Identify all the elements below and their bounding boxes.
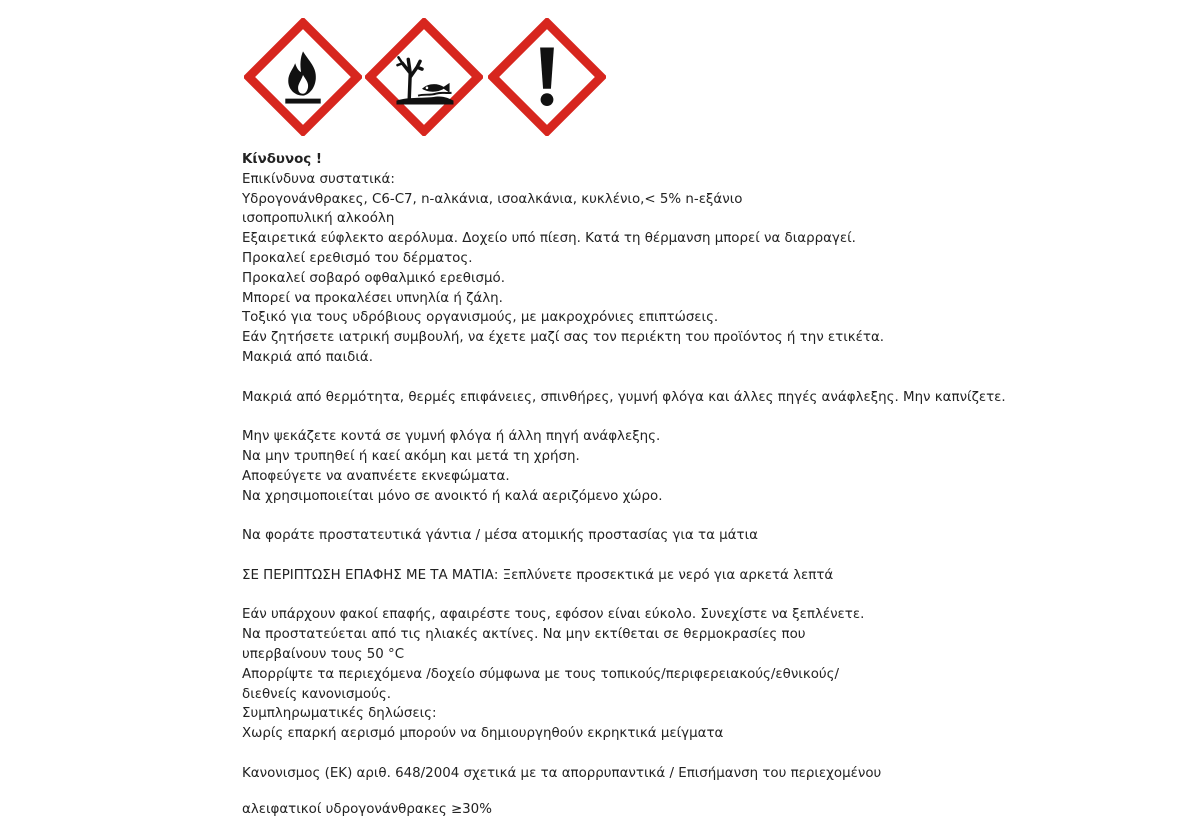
composition-line: αλειφατικοί υδρογονάνθρακες ≥30%: [242, 801, 492, 817]
hazard-statement: Προκαλεί σοβαρό οφθαλμικό ερεθισμό.: [242, 270, 505, 286]
hazard-statement: Προκαλεί ερεθισμό του δέρματος.: [242, 250, 473, 266]
ingredient-line: Υδρογονάνθρακες, C6-C7, n-αλκάνια, ισοαλκάνια, κυκλένιο,< 5% n-εξάνιο: [242, 191, 743, 207]
precaution-heat: Μακριά από θερμότητα, θερμές επιφάνειες, σπινθήρες, γυμνή φλόγα και άλλες πηγές ανάφλεξης. Μην καπνίζετε.: [242, 389, 1006, 405]
precaution-storage: Να προστατεύεται από τις ηλιακές ακτίνες. Να μην εκτίθεται σε θερμοκρασίες που: [242, 627, 806, 643]
environment-hazard-icon: [365, 18, 483, 136]
exclamation-mark-icon: [488, 18, 606, 136]
precaution-spray: Μην ψεκάζετε κοντά σε γυμνή φλόγα ή άλλη πηγή ανάφλεξης.: [242, 429, 661, 445]
hazard-statement: Μακριά από παιδιά.: [242, 349, 373, 365]
precaution-storage: Εάν υπάρχουν φακοί επαφής, αφαιρέστε τους, εφόσον είναι εύκολο. Συνεχίστε να ξεπλένετε.: [242, 607, 865, 623]
precaution-storage: υπερβαίνουν τους 50 °C: [242, 646, 405, 662]
ghs-pictograms: [244, 18, 612, 142]
precaution-gloves: Να φοράτε προστατευτικά γάντια / μέσα ατομικής προστασίας για τα μάτια: [242, 528, 758, 544]
precaution-eyes: ΣΕ ΠΕΡΙΠΤΩΣΗ ΕΠΑΦΗΣ ΜΕ ΤΑ ΜΑΤΙΑ: Ξεπλύνετε προσεκτικά με νερό για αρκετά λεπτά: [242, 567, 834, 583]
hazard-statement: Εάν ζητήσετε ιατρική συμβουλή, να έχετε μαζί σας τον περιέκτη του προϊόντος ή την ετικέτα.: [242, 330, 885, 346]
hazard-statement: Μπορεί να προκαλέσει υπνηλία ή ζάλη.: [242, 290, 503, 306]
hazardous-ingredients-title: Επικίνδυνα συστατικά:: [242, 171, 395, 187]
signal-word: Κίνδυνος !: [242, 152, 322, 167]
precaution-storage: Συμπληρωματικές δηλώσεις:: [242, 706, 437, 722]
precaution-spray: Να μην τρυπηθεί ή καεί ακόμη και μετά τη χρήση.: [242, 448, 580, 464]
hazard-statement: Εξαιρετικά εύφλεκτο αερόλυμα. Δοχείο υπό πίεση. Κατά τη θέρμανση μπορεί να διαρραγεί.: [242, 231, 856, 247]
ingredient-line: ισοπροπυλική αλκοόλη: [242, 211, 395, 227]
precaution-storage: Απορρίψτε τα περιεχόμενα /δοχείο σύμφωνα με τους τοπικούς/περιφερειακούς/εθνικούς/: [242, 666, 840, 682]
regulation-line: Κανονισμος (ΕΚ) αριθ. 648/2004 σχετικά με τα απορρυπαντικά / Επισήμανση του περιεχομένου: [242, 765, 882, 781]
label-text: [242, 150, 1142, 819]
precaution-storage: Χωρίς επαρκή αερισμό μπορούν να δημιουργηθούν εκρηκτικά μείγματα: [242, 726, 724, 742]
hazard-statement: Τοξικό για τους υδρόβιους οργανισμούς, με μακροχρόνιες επιπτώσεις.: [242, 310, 719, 326]
precaution-spray: Να χρησιμοποιείται μόνο σε ανοικτό ή καλά αεριζόμενο χώρο.: [242, 488, 663, 504]
precaution-spray: Αποφεύγετε να αναπνέετε εκνεφώματα.: [242, 468, 510, 484]
flame-icon: [244, 18, 362, 136]
precaution-storage: διεθνείς κανονισμούς.: [242, 686, 391, 702]
